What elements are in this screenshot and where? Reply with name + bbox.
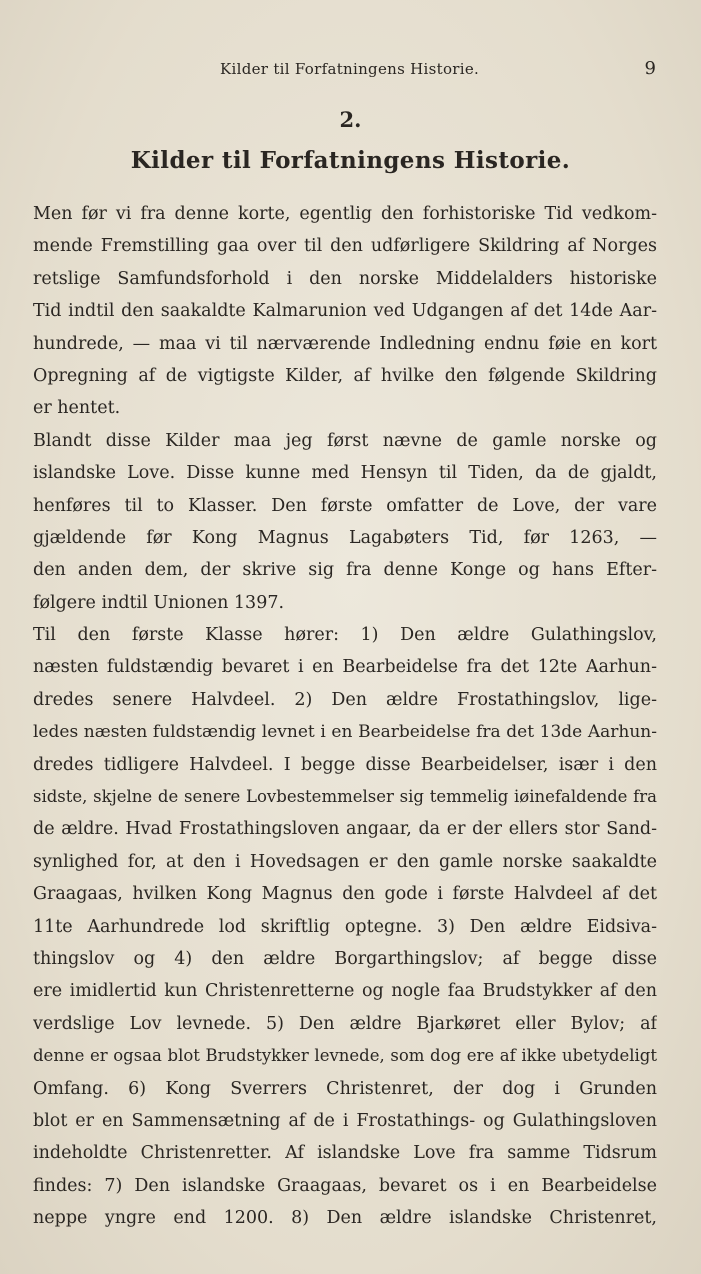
text-line: 11te Aarhundrede lod skriftlig optegne. 3) Den ældre Eidsiva- bbox=[33, 916, 657, 937]
text-line: thingslov og 4) den ældre Borgarthingslov; af begge disse bbox=[33, 948, 657, 969]
text-line: følgere indtil Unionen 1397. bbox=[33, 592, 285, 613]
text-line: Graagaas, hvilken Kong Magnus den gode i første Halvdeel af det bbox=[33, 884, 657, 905]
section-number: 2. bbox=[339, 107, 362, 132]
page-number: 9 bbox=[644, 58, 656, 79]
text-line: henføres til to Klasser. Den første omfatter de Love, der vare bbox=[33, 495, 657, 516]
text-line: verdslige Lov levnede. 5) Den ældre Bjarkøret eller Bylov; af bbox=[33, 1013, 657, 1034]
text-line: næsten fuldstændig bevaret i en Bearbeidelse fra det 12te Aarhun- bbox=[33, 657, 657, 678]
running-title: Kilder til Forfatningens Historie. bbox=[220, 60, 480, 78]
text-line: neppe yngre end 1200. 8) Den ældre islandske Christenret, bbox=[33, 1208, 657, 1229]
text-line: ledes næsten fuldstændig levnet i en Bearbeidelse fra det 13de Aarhun- bbox=[33, 722, 657, 743]
text-line: Tid indtil den saakaldte Kalmarunion ved Udgangen af det 14de Aar- bbox=[33, 301, 657, 322]
text-line: ere imidlertid kun Christenretterne og nogle faa Brudstykker af den bbox=[33, 981, 657, 1002]
text-line: Blandt disse Kilder maa jeg først nævne de gamle norske og bbox=[33, 430, 657, 451]
text-line: er hentet. bbox=[33, 398, 121, 419]
text-line: den anden dem, der skrive sig fra denne Konge og hans Efter- bbox=[33, 560, 657, 581]
text-line: de ældre. Hvad Frostathingsloven angaar, da er der ellers stor Sand- bbox=[33, 819, 657, 840]
section-title: Kilder til Forfatningens Historie. bbox=[130, 147, 571, 174]
text-line: mende Fremstilling gaa over til den udførligere Skildring af Norges bbox=[33, 236, 657, 257]
text-line: dredes tidligere Halvdeel. I begge disse Bearbeidelser, især i den bbox=[33, 754, 657, 775]
text-line: denne er ogsaa blot Brudstykker levnede, som dog ere af ikke ubetydeligt bbox=[33, 1046, 657, 1066]
text-line: Til den første Klasse hører: 1) Den ældre Gulathingslov, bbox=[33, 625, 657, 646]
text-line: dredes senere Halvdeel. 2) Den ældre Frostathingslov, lige- bbox=[33, 689, 657, 710]
text-line: hundrede, — maa vi til nærværende Indledning endnu føie en kort bbox=[33, 333, 657, 354]
text-line: Omfang. 6) Kong Sverrers Christenret, der dog i Grunden bbox=[33, 1078, 657, 1099]
text-line: islandske Love. Disse kunne med Hensyn til Tiden, da de gjaldt, bbox=[33, 463, 657, 484]
running-head bbox=[0, 60, 701, 84]
text-line: blot er en Sammensætning af de i Frostathings- og Gulathingsloven bbox=[33, 1110, 657, 1131]
body-text bbox=[33, 198, 657, 1235]
text-line: synlighed for, at den i Hovedsagen er den gamle norske saakaldte bbox=[33, 851, 657, 872]
text-line: Opregning af de vigtigste Kilder, af hvilke den følgende Skildring bbox=[33, 365, 657, 386]
text-line: sidste, skjelne de senere Lovbestemmelser sig temmelig iøinefaldende fra bbox=[33, 787, 657, 807]
text-line: Men før vi fra denne korte, egentlig den forhistoriske Tid vedkom- bbox=[33, 204, 657, 224]
text-line: indeholdte Christenretter. Af islandske Love fra samme Tidsrum bbox=[33, 1143, 657, 1164]
text-line: findes: 7) Den islandske Graagaas, bevaret os i en Bearbeidelse bbox=[33, 1175, 657, 1196]
text-line: retslige Samfundsforhold i den norske Middelalders historiske bbox=[33, 268, 657, 289]
text-line: gjældende før Kong Magnus Lagabøters Tid, før 1263, — bbox=[33, 527, 657, 548]
